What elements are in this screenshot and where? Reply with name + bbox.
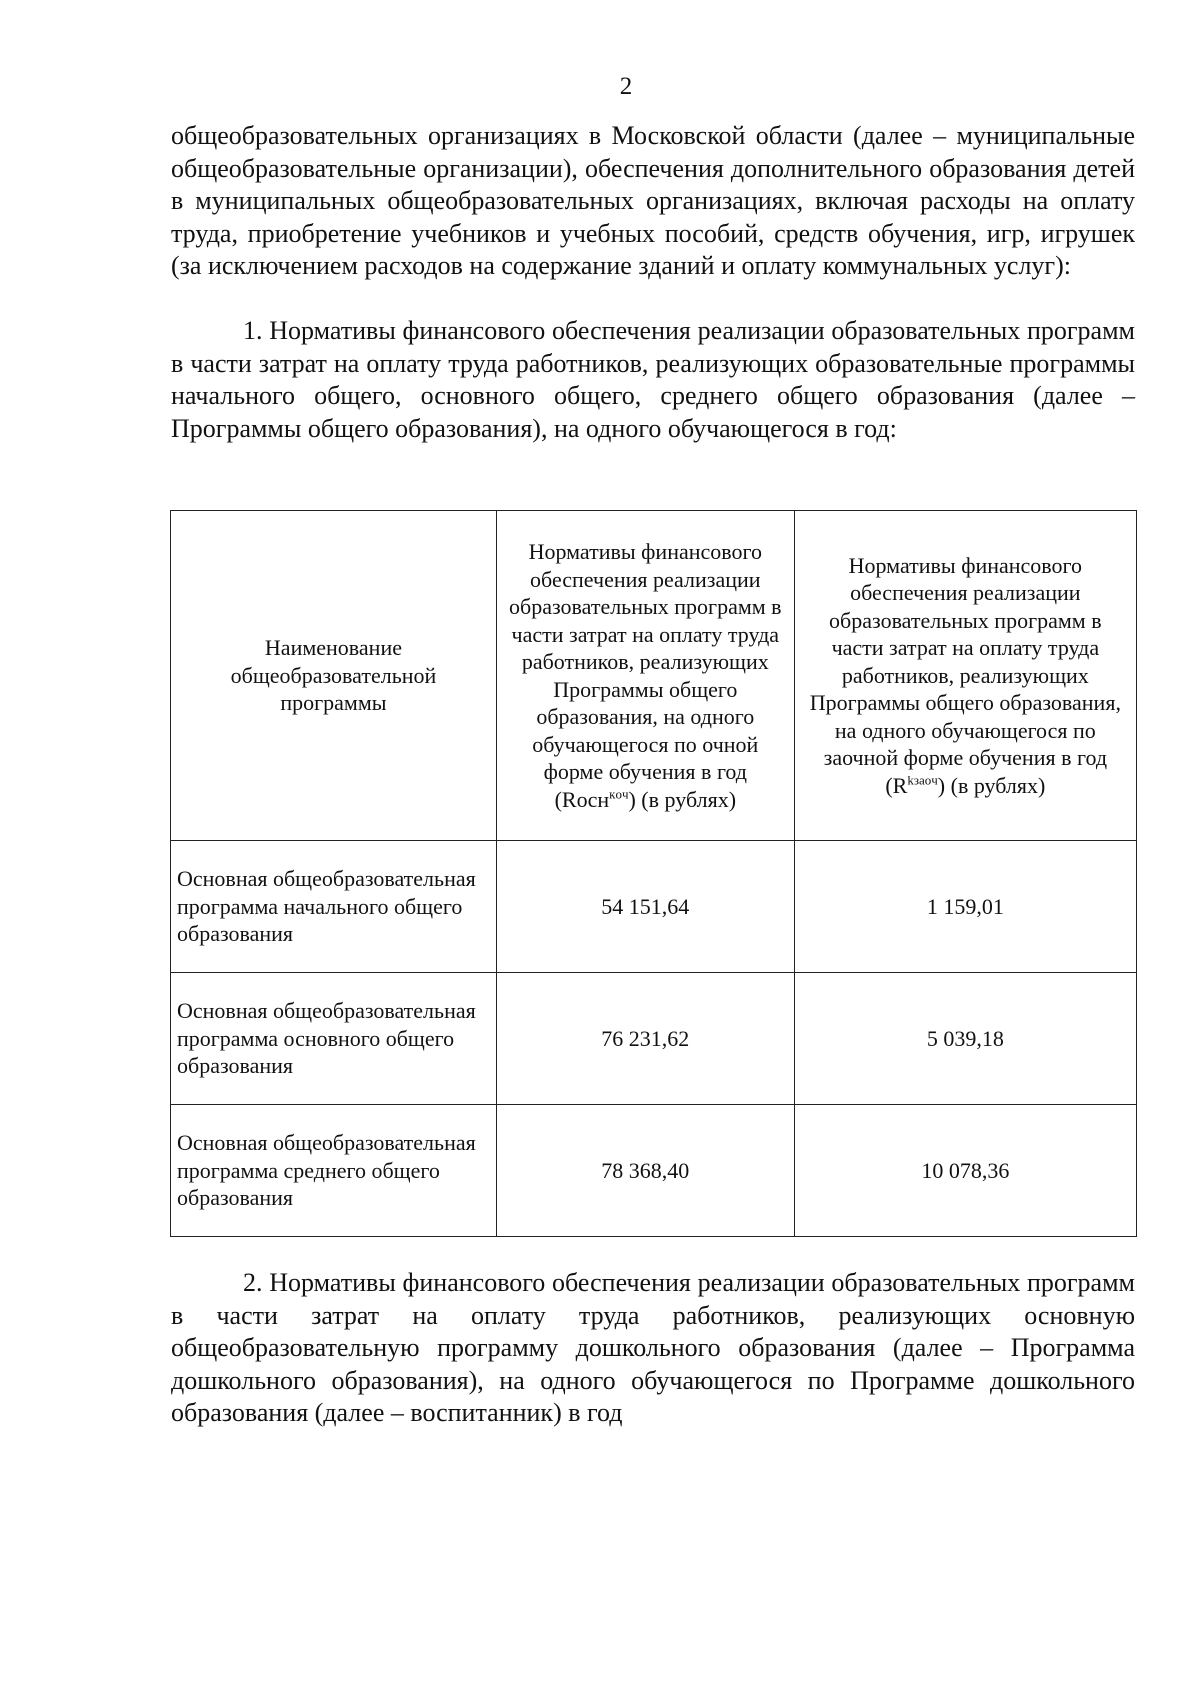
header-full-time [496, 511, 794, 841]
intro-paragraph: общеобразовательных организациях в Московской области (далее – муниципальные общеобразовательные организации), обеспечения дополнительного образования детей в муниципальных общеобразовательных организациях, включая расходы на оплату труда, приобретение учебников и учебных пособий, средств обучения, игр, игрушек (за исключением расходов на содержание зданий и оплату коммунальных услуг): [171, 121, 1135, 281]
row-program-name: Основная общеобразовательная программа основного общего образования [171, 973, 497, 1105]
header-full-time-suffix: ) (в рублях) [628, 786, 737, 812]
table-row [171, 841, 1137, 973]
header-full-time-text: Нормативы финансового обеспечения реализации образовательных программ в части затрат на оплату труда работников, реализующих Программы общего образования, на одного обучающегося по очной форме обучения в год (Rocн [509, 539, 782, 812]
row-program-name: Основная общеобразовательная программа среднего общего образования [171, 1105, 497, 1237]
row-correspondence-value: 1 159,01 [794, 841, 1136, 973]
header-correspondence-sup: kзaoч [907, 772, 938, 788]
row-full-time-value: 76 231,62 [496, 973, 794, 1105]
item-1-paragraph: 1. Нормативы финансового обеспечения реализации образовательных программ в части затрат на оплату труда работников, реализующих образовательные программы начального общего, основного общего, среднего общего образования (далее – Программы общего образования), на одного обучающегося в год: [171, 316, 1135, 443]
table-row [171, 1105, 1137, 1237]
header-correspondence-suffix: ) (в рублях) [937, 772, 1046, 798]
header-program-name: Наименование общеобразовательной программы [171, 511, 497, 841]
row-full-time-value: 78 368,40 [496, 1105, 794, 1237]
page-number: 2 [619, 73, 633, 100]
row-correspondence-value: 10 078,36 [794, 1105, 1136, 1237]
row-correspondence-value: 5 039,18 [794, 973, 1136, 1105]
header-correspondence-text: Нормативы финансового обеспечения реализации образовательных программ в части затрат на оплату труда работников, реализующих Программы общего образования, на одного обучающегося по заочной форме обучения в год (R [809, 552, 1121, 798]
row-full-time-value: 54 151,64 [496, 841, 794, 973]
table-row [171, 973, 1137, 1105]
norms-table [170, 510, 1137, 1237]
row-program-name: Основная общеобразовательная программа начального общего образования [171, 841, 497, 973]
header-full-time-sup: кoч [609, 786, 629, 802]
table-header-row [171, 511, 1137, 841]
item-2-paragraph: 2. Нормативы финансового обеспечения реализации образовательных программ в части затрат на оплату труда работников, реализующих основную общеобразовательную программу дошкольного образования (далее – Программа дошкольного образования), на одного обучающегося по Программе дошкольного образования (далее – воспитанник) в год [171, 1268, 1135, 1428]
header-correspondence [794, 511, 1136, 841]
